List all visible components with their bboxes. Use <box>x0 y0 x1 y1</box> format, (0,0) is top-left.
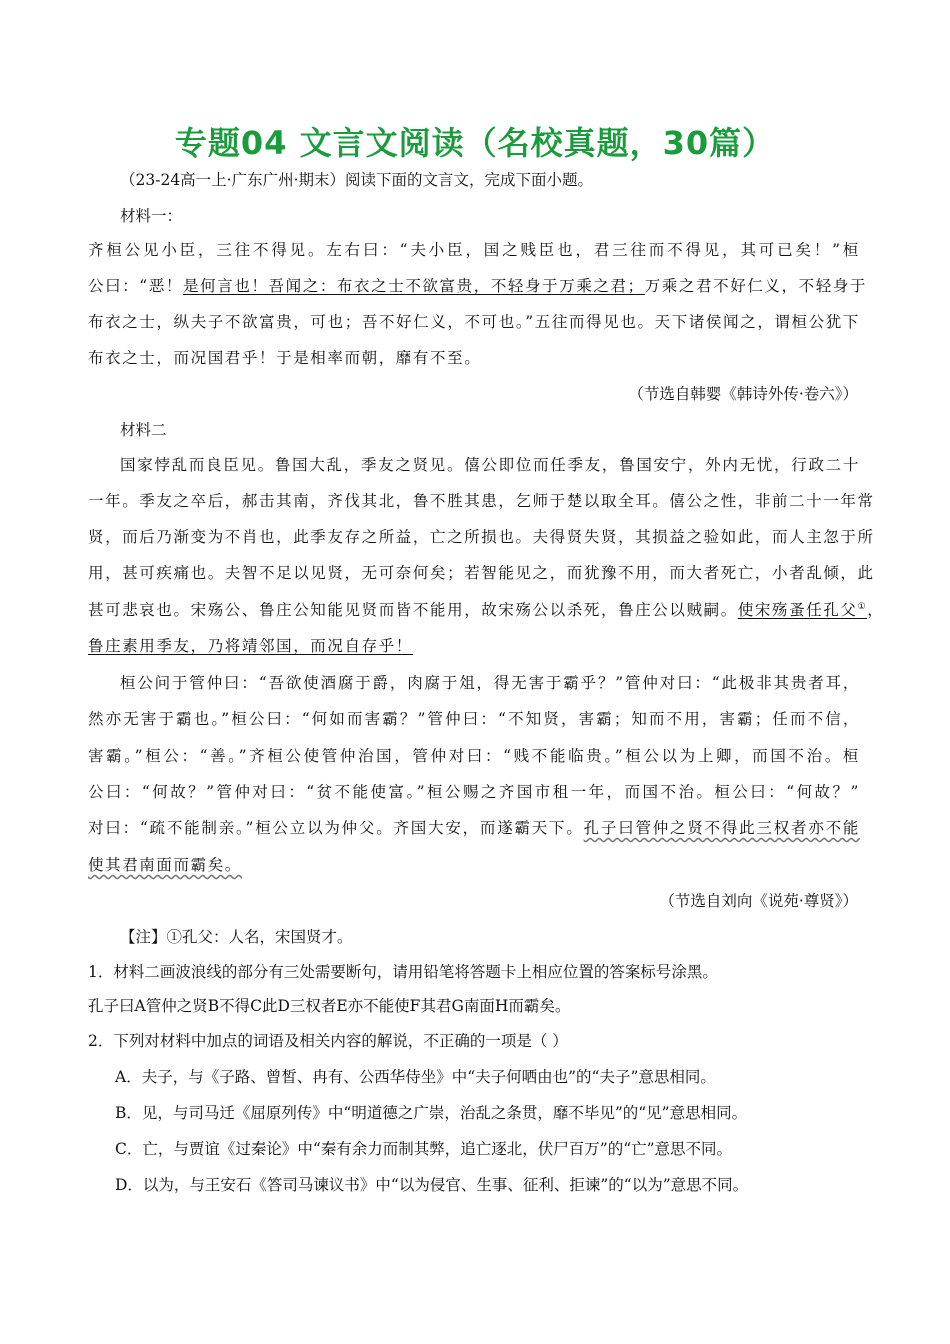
footnote: 【注】①孔父：人名，宋国贤才。 <box>120 928 353 946</box>
m2-line-6 <box>88 636 860 656</box>
m2-line-4: 用，甚可疾痛也。夫智不足以见贤，无可奈何矣；若智能见之，而犹豫不用，而大者死亡，小者乱倾，此 <box>88 564 875 582</box>
m2-para2-line-1: 桓公问于管仲曰：“吾欲使酒腐于爵，肉腐于俎，得无害于霸乎？”管仲对曰：“此极非其贵者耳， <box>120 674 860 692</box>
material-one-label: 材料一： <box>120 207 183 225</box>
m1-source: （节选自韩婴《韩诗外传·卷六》） <box>628 385 858 403</box>
footnote-marker: ① <box>857 601 868 612</box>
option-b: B．见，与司马迁《屈原列传》中“明道德之广崇，治乱之条贯，靡不毕见”的“见”意思相同。 <box>115 1104 748 1122</box>
m1-line-1: 齐桓公见小臣，三往不得见。左右曰：“夫小臣，国之贱臣也，君三往而不得见，其可已矣！”桓 <box>88 241 860 259</box>
wavy-underlined-continuation: 使其君南面而霸矣。 <box>88 856 242 874</box>
m1-line-2 <box>88 276 868 296</box>
m2-line-5 <box>88 600 885 620</box>
m1-underlined-sentence: 是何言也！吾闻之：布衣之士不欲富贵，不轻身于万乘之君； <box>183 277 645 295</box>
m1-line-2-pre: 公曰：“恶！ <box>88 277 184 295</box>
m2-underlined-sentence <box>738 601 867 619</box>
option-a: A．夫子，与《子路、曾皙、冉有、公西华侍坐》中“夫子何哂由也”的“夫子”意思相同。 <box>115 1068 716 1086</box>
m2-para2-line-3: 害霸。”桓公：“善。”齐桓公使管仲治国，管仲对曰：“贱不能临贵。”桓公以为上卿，而国不治。桓 <box>88 747 860 765</box>
m2-line-2: 一年。季友之卒后，郝击其南，齐伐其北，鲁不胜其患，乞师于楚以取全耳。僖公之性，非前二十一年常 <box>88 492 875 510</box>
m2-para2-line-6 <box>88 855 860 875</box>
question-1-sequence: 孔子曰A管仲之贤B不得C此D三权者E亦不能使F其君G南面H而霸矣。 <box>88 997 571 1015</box>
m2-line-5-post: ， <box>867 601 885 619</box>
m2-underlined-text: 使宋殇蚤任孔父 <box>737 601 858 619</box>
question-2: 2．下列对材料中加点的词语及相关内容的解说，不正确的一项是（ ） <box>88 1032 568 1050</box>
m2-para2-line-5 <box>88 818 860 838</box>
m2-line-3: 贤，而后乃渐变为不肖也，此季友存之所益，亡之所损也。夫得贤失贤，其损益之验如此，而人主忽于所 <box>88 528 875 546</box>
m1-line-2-post: 万乘之君不好仁义，不轻身于 <box>644 277 868 295</box>
material-two-label: 材料二 <box>120 421 167 439</box>
intro-text: （23-24高一上·广东广州·期末）阅读下面的文言文，完成下面小题。 <box>120 171 594 189</box>
m2-line-5-pre: 甚可悲哀也。宋殇公、鲁庄公知能见贤而皆不能用，故宋殇公以杀死，鲁庄公以贼嗣。 <box>88 601 738 619</box>
page-title: 专题04 文言文阅读（名校真题，30篇） <box>174 124 776 162</box>
m2-para2-line-5-pre: 对曰：“疏不能制亲。”桓公立以为仲父。齐国大安，而遂霸天下。 <box>88 819 584 837</box>
option-c: C．亡，与贾谊《过秦论》中“秦有余力而制其弊，追亡逐北，伏尸百万”的“亡”意思不同。 <box>115 1140 733 1158</box>
m2-para2-line-2: 然亦无害于霸也。”桓公曰：“何如而害霸？”管仲曰：“不知贤，害霸；知而不用，害霸；任而不信， <box>88 710 860 728</box>
m1-line-4: 布衣之士，而况国君乎！于是相率而朝，靡有不至。 <box>88 349 482 367</box>
m2-para2-line-4: 公曰：“何故？”管仲对曰：“贫不能使富。”桓公赐之齐国市租一年，而国不治。桓公曰：“何故？” <box>88 783 860 801</box>
m2-underlined-continuation: 鲁庄素用季友，乃将靖邻国，而况自存乎！ <box>88 637 413 655</box>
option-d: D．以为，与王安石《答司马谏议书》中“以为侵官、生事、征利、拒谏”的“以为”意思不同。 <box>115 1176 749 1194</box>
m2-source: （节选自刘向《说苑·尊贤》） <box>659 892 858 910</box>
question-1: 1．材料二画波浪线的部分有三处需要断句，请用铅笔将答题卡上相应位置的答案标号涂黑。 <box>88 963 718 981</box>
m1-line-3: 布衣之士，纵夫子不欲富贵，可也；吾不好仁义，不可也。”五往而得见也。天下诸侯闻之，谓桓公犹下 <box>88 313 860 331</box>
m2-line-1: 国家悖乱而良臣见。鲁国大乱，季友之贤见。僖公即位而任季友，鲁国安宁，外内无忧，行政二十 <box>120 456 860 474</box>
wavy-underlined-passage: 孔子曰管仲之贤不得此三权者亦不能 <box>583 819 860 837</box>
